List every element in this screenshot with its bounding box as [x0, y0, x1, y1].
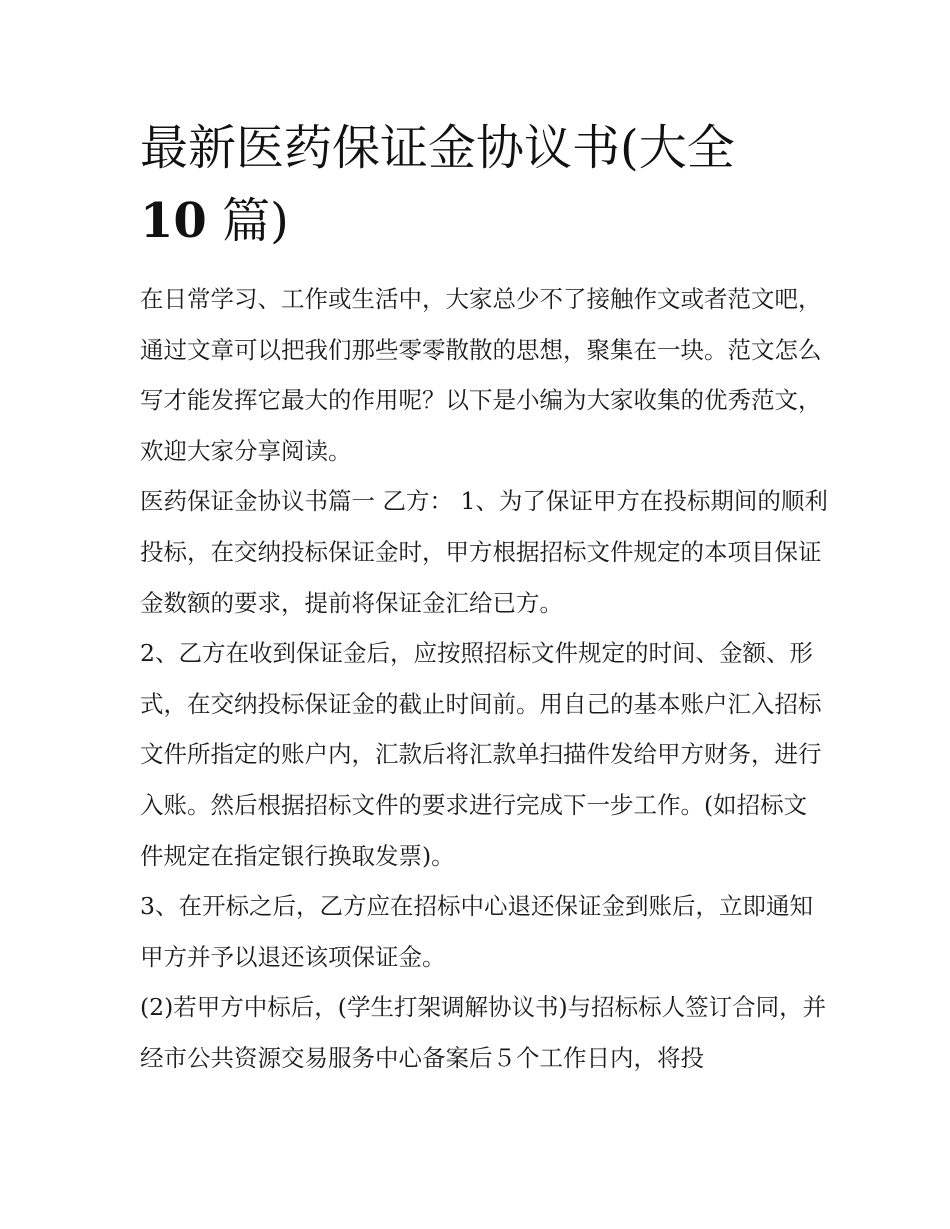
- clause-3-paragraph: 3、在开标之后，乙方应在招标中心退还保证金到账后，立即通知甲方并予以退还该项保证金。: [140, 892, 813, 971]
- article-one-paragraph: 医药保证金协议书篇一 乙方： 1、为了保证甲方在投标期间的顺利投标，在交纳投标保证金时，甲方根据招标文件规定的本项目保证金数额的要求，提前将保证金汇给已方。: [140, 487, 828, 617]
- title-line-2: 篇): [222, 193, 289, 249]
- intro-paragraph: 在日常学习、工作或生活中，大家总少不了接触作文或者范文吧，通过文章可以把我们那些零零散散的思想，聚集在一块。范文怎么写才能发挥它最大的作用呢？以下是小编为大家收集的优秀范文，欢迎大家分享阅读。: [140, 285, 822, 465]
- clause-2-paragraph: 2、乙方在收到保证金后，应按照招标文件规定的时间、金额、形式，在交纳投标保证金的截止时间前。用自己的基本账户汇入招标文件所指定的账户内，汇款后将汇款单扫描件发给甲方财务，进行入账。然后根据招标文件的要求进行完成下一步工作。(如招标文件规定在指定银行换取发票)。: [140, 639, 822, 870]
- title-number: 10: [140, 193, 207, 249]
- sub-clause-2-paragraph: (2)若甲方中标后，(学生打架调解协议书)与招标标人签订合同，并经市公共资源交易服务中心备案后５个工作日内，将投: [140, 993, 827, 1072]
- title-line-1: 最新医药保证金协议书(大全: [140, 120, 735, 176]
- document-title: [140, 112, 830, 258]
